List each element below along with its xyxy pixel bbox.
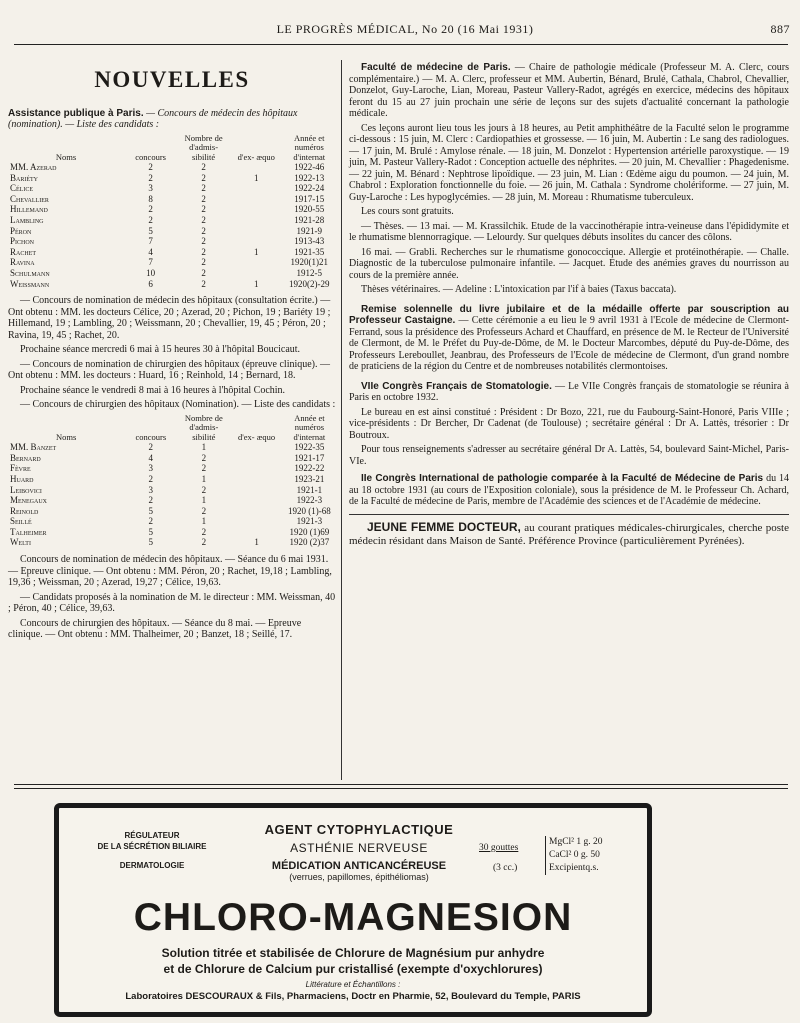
theses-16-mai: 16 mai. — Grabli. Recherches sur le rhumatisme gonococcique. Allergie et protéinothérapie. — Challe. Diagnostic de la tuberculose pulmonaire infantile. — Jacquet. Etude des anémies graves du nourrisson au cours de la première année. [349, 246, 789, 281]
faculte-programme: Ces leçons auront lieu tous les jours à 18 heures, au Petit amphithéâtre de la Faculté selon le programme ci-dessous : 15 juin, M. Clerc : Cardiopathies et grossesse. — 16 juin, M. Aubertin : Le sang des radiologues. — 17 juin, M. Brulé : Amylose rénale. — 18 juin, M. Donzelot : Hypertension artérielle paroxystique. — 19 juin, M. Pasteur Vallery-Radot : Conception actuelle des néphrites. — 20 juin, M. Chevallier : Phagedenisme. — 22 juin, M. Bénard : Nephtrose lipoïdique. — 23 juin, M. Lian : Œdème aigu du poumon. — 24 juin, M. Chabrol : Exploration fonctionnelle du foie. — 26 juin, M. Cathala : Syndrome cholériforme. — 27 juin, M. Guy-Laroche : Les hypoglycémies. — 28 juin, M. Moreau : Rhumatisme tuberculeux. [349, 122, 789, 203]
exaequo-count [230, 226, 282, 237]
annonce-heading: JEUNE FEMME DOCTEUR, [367, 519, 521, 534]
internat-year: 1920(2)-29 [288, 278, 330, 289]
admissibilite-count: 2 [201, 537, 207, 548]
table-row [8, 194, 336, 205]
ad-verrues: (verrues, papillomes, épithéliomas) [289, 872, 429, 882]
table-row [8, 485, 336, 496]
admissibilite-count: 1 [201, 516, 207, 527]
exaequo-count [230, 527, 283, 538]
running-header [20, 22, 790, 44]
internat-year: 1923-21 [294, 473, 325, 484]
theses-veterinaires: Thèses vétérinaires. — Adeline : L'intoxication par l'if à baies (Taxus baccata). [361, 284, 677, 295]
stomatologie-renseignements: Pour tous renseignements s'adresser au secrétaire général Dr A. Lattès, 54, boulevard Saint-Michel, Paris-VIe. [349, 444, 789, 467]
exaequo-count [230, 194, 282, 205]
admissibilite-count: 2 [201, 162, 206, 172]
concours-count: 4 [148, 452, 154, 463]
advertisement [54, 803, 652, 1017]
internat-year: 1922-13 [294, 172, 325, 183]
table-row [8, 279, 336, 290]
internat-year: 1921-1 [296, 484, 323, 495]
section-title: NOUVELLES [94, 67, 250, 92]
exaequo-count [230, 204, 282, 215]
admissibilite-count: 1 [201, 495, 207, 506]
table-row [8, 516, 336, 527]
concours-count: 3 [148, 183, 153, 194]
internat-year: 1920 (1)-68 [288, 505, 331, 516]
ad-cacl: CaCl² 0 g. 50 [549, 850, 600, 860]
candidate-name: Chevallier [10, 193, 49, 204]
admissibilite-count: 2 [201, 246, 206, 257]
prochaine-seance-2: Prochaine séance le vendredi 8 mai à 16 heures à l'hôpital Cochin. [20, 384, 286, 396]
table-row [8, 204, 336, 215]
exaequo-count [230, 474, 283, 485]
table-row [8, 257, 336, 268]
exaequo-count [230, 463, 283, 474]
admissibilite-count: 2 [201, 236, 206, 247]
ad-litterature: Littérature et Échantillons : [305, 980, 401, 989]
concours-count: 5 [148, 225, 153, 236]
admissibilite-count: 2 [201, 193, 206, 204]
admissibilite-count: 2 [201, 505, 207, 516]
exaequo-count [230, 183, 282, 194]
chirurgien-clinique: — Concours de nomination de chirurgien des hôpitaux (épreuve clinique). — Ont obtenu : MM. les docteurs : Huard, 16 ; Reinhold, 14 ; Bernard, 18. [8, 358, 331, 382]
candidate-name: Péron [10, 225, 32, 236]
exaequo-count [230, 516, 283, 527]
chirurgien-liste-intro: — Concours de chirurgien des hôpitaux (Nomination). — Liste des candidats : [20, 399, 336, 411]
internat-year: 1920 (2)37 [289, 537, 330, 548]
stomatologie-heading: VIIe Congrès Français de Stomatologie. [361, 380, 552, 392]
concours-count: 7 [148, 257, 153, 268]
exaequo-count [230, 453, 283, 464]
annonce-paragraph [349, 521, 789, 548]
candidate-name: Pichon [10, 236, 35, 247]
right-column [349, 62, 789, 551]
table-row [8, 268, 336, 279]
ad-formula [545, 836, 603, 875]
candidats-proposes: — Candidats proposés à la nomination de M. le directeur : MM. Weissman, 40 ; Péron, 40 ; Célice, 39,63. [8, 591, 336, 615]
header-rule [14, 44, 788, 45]
internat-year: 1917-15 [294, 193, 325, 204]
seance-8-mai: Concours de chirurgien des hôpitaux. — Séance du 8 mai. — Epreuve clinique. — Ont obtenu : MM. Thalheimer, 20 ; Banzet, 18 ; Seillé, 17. [8, 617, 302, 641]
concours-count: 3 [148, 463, 154, 474]
admissibilite-count: 2 [201, 526, 207, 537]
candidates-table-chirurgien [8, 414, 336, 548]
exaequo-count [230, 162, 282, 173]
table-row [8, 183, 336, 194]
candidate-name: Talheimer [10, 526, 47, 537]
admissibilite-count: 2 [201, 214, 206, 225]
concours-count: 4 [148, 246, 153, 257]
admissibilite-count: 1 [201, 442, 207, 453]
candidates-table-medecin [8, 134, 336, 290]
candidate-name: Lambling [10, 214, 44, 225]
exaequo-count [230, 442, 283, 453]
concours-count: 5 [148, 505, 154, 516]
admissibilite-count: 2 [201, 257, 206, 268]
concours-count: 7 [148, 236, 153, 247]
admissibilite-count: 2 [201, 463, 207, 474]
concours-count: 2 [148, 473, 154, 484]
exaequo-count: 1 [254, 278, 259, 289]
candidate-name: Schulmann [10, 267, 50, 278]
concours-count: 2 [148, 495, 154, 506]
admissibilite-count: 1 [201, 473, 207, 484]
table-row [8, 236, 336, 247]
stomatologie-bureau: Le bureau en est ainsi constitué : Président : Dr Bozo, 221, rue du Faubourg-Saint-Honoré, Paris VIIIe ; vice-présidents : Dr Bercher, Dr Cadenat (de Toulouse) ; secrétaire général : Dr A. Lattès, trésorier : Dr Boutroux. [349, 406, 789, 441]
col-noms: Noms [55, 151, 77, 162]
ad-left-line2: DE LA SÉCRÉTION BILIAIRE [97, 842, 207, 851]
candidate-name: Rachet [10, 246, 37, 257]
concours-count: 2 [148, 162, 153, 172]
internat-year: 1922-24 [294, 183, 325, 194]
consultation-ecrite: — Concours de nomination de médecin des hôpitaux (consultation écrite.) — Ont obtenu : MM. les docteurs Célice, 20 ; Azerad, 20 ; Pichon, 19 ; Bariéty 19 ; Hillemand, 19 ; Lambling, 20 ; Weissmann, 20 ; Chevallier, 19, 45 ; Péron, 20 ; Ravina, 19, 45 ; Rachet, 20. [8, 295, 331, 341]
internat-year: 1921-17 [294, 452, 325, 463]
exaequo-count [230, 236, 282, 247]
col-admissibilite: Nombre de d'admis- sibilité [184, 132, 223, 162]
faculte-heading: Faculté de médecine de Paris. [361, 62, 511, 73]
remise-paragraph [349, 304, 789, 373]
internat-year: 1920 (1)69 [289, 526, 330, 537]
exaequo-count [230, 257, 282, 268]
internat-year: 1921-3 [296, 516, 323, 527]
ad-solution-1: Solution titrée et stabilisée de Chlorure de Magnésium pur anhydre [161, 946, 545, 960]
ad-solution-2: et de Chlorure de Calcium pur cristallisé (exempte d'oxychlorures) [163, 962, 543, 976]
table-row [8, 226, 336, 237]
col-admissibilite: Nombre de d'admis- sibilité [184, 412, 223, 442]
remise-heading: Remise solennelle du livre jubilaire et de la médaille offerte par souscription au Professeur Castaigne. [349, 303, 789, 326]
candidate-name: MM. Azerad [10, 162, 57, 172]
admissibilite-count: 2 [201, 267, 206, 278]
candidate-name: Reinold [10, 505, 39, 516]
internat-year: 1921-28 [294, 214, 325, 225]
concours-count: 2 [148, 214, 153, 225]
candidate-name: Welti [10, 537, 31, 548]
table-row [8, 453, 336, 464]
exaequo-count [230, 506, 283, 517]
congres-paragraph [349, 473, 789, 508]
col-exaequo: d'ex- æquo [237, 151, 275, 162]
ad-center-block [209, 822, 509, 882]
candidate-name: Fèvre [10, 463, 31, 474]
congres-heading: IIe Congrès International de pathologie comparée à la Faculté de Médecine de Paris [361, 473, 764, 484]
internat-year: 1922-22 [294, 463, 325, 474]
internat-year: 1922-46 [294, 162, 325, 172]
ad-brand: CHLORO-MAGNESION [133, 896, 573, 939]
candidate-name: Bariéty [10, 172, 38, 183]
exaequo-count [230, 268, 282, 279]
table-header [8, 134, 336, 163]
table-row [8, 527, 336, 538]
admissibilite-count: 2 [201, 204, 206, 215]
assistance-paragraph [8, 108, 336, 131]
footer-rule [14, 784, 788, 785]
concours-count: 10 [146, 267, 156, 278]
exaequo-count [230, 495, 283, 506]
divider [349, 514, 789, 515]
concours-count: 2 [148, 172, 153, 183]
table-header [8, 414, 336, 443]
exaequo-count: 1 [254, 172, 259, 183]
admissibilite-count: 2 [201, 225, 206, 236]
table-row [8, 162, 336, 173]
table-row [8, 442, 336, 453]
ad-left-line1: RÉGULATEUR [124, 831, 180, 840]
ad-excipient: Excipientq.s. [549, 863, 599, 873]
concours-count: 2 [148, 204, 153, 215]
left-column [8, 62, 336, 644]
candidate-name: Bernard [10, 452, 41, 463]
concours-count: 2 [148, 516, 154, 527]
admissibilite-count: 2 [201, 452, 207, 463]
candidate-name: MM. Banzet [10, 442, 57, 453]
faculte-paragraph [349, 62, 789, 120]
concours-count: 8 [148, 193, 153, 204]
ad-cc: (3 cc.) [493, 863, 518, 873]
candidate-name: Menegaux [10, 495, 47, 506]
table-row [8, 495, 336, 506]
internat-year: 1920(1)21 [290, 257, 328, 268]
internat-year: 1920-55 [294, 204, 325, 215]
col-concours: concours [135, 431, 167, 442]
concours-count: 5 [148, 537, 154, 548]
cours-gratuits: Les cours sont gratuits. [361, 206, 454, 217]
table-row [8, 215, 336, 226]
footer-rule-2 [14, 788, 788, 789]
table-row [8, 173, 336, 184]
concours-count: 6 [148, 278, 153, 289]
internat-year: 1913-43 [294, 236, 325, 247]
remise-text: — Cette cérémonie a eu lieu le 9 avril 1931 à l'Ecole de médecine de Clermont-Ferrand, sous la présidence des Professeurs Achard et Chauffard, en présence de M. le Recteur de l'Université de Clermont, de M. le Préfet du Puy-de-Dôme, de M. le Docteur Marcombes, député du Puy-de-Dôme, des Professeurs Lereboullet, Jeanbrau, des Professeurs de l'Ecole de médecine de Clermont, d'un grand nombre de praticiens de la région du Centre et de nombreuses notabilités clermontoises. [349, 315, 789, 372]
candidate-name: Weissmann [10, 278, 50, 289]
stomatologie-text: — Le VIIe Congrès français de stomatologie se réunira à Paris en octobre 1932. [349, 380, 789, 403]
internat-year: 1921-35 [294, 246, 325, 257]
table-row [8, 537, 336, 548]
journal-title: LE PROGRÈS MÉDICAL, No 20 (16 Mai 1931) [276, 22, 534, 36]
assistance-lead: — Concours de médecin des hôpitaux (nomination). — Liste des candidats : [8, 107, 298, 130]
seance-6-mai: Concours de nomination de médecin des hôpitaux. — Séance du 6 mai 1931. — Epreuve clinique. — Ont obtenu : MM. Péron, 20 ; Rachet, 19,18 ; Lambling, 19,36 ; Weissman, 20 ; Azerad, 19,27 ; Célice, 19,63. [8, 554, 332, 589]
concours-count: 3 [148, 484, 154, 495]
admissibilite-count: 2 [201, 172, 206, 183]
candidate-name: Huard [10, 473, 34, 484]
internat-year: 1912-5 [296, 267, 322, 278]
exaequo-count [230, 215, 282, 226]
table-row [8, 463, 336, 474]
congres-text: du 14 au 18 octobre 1931 (au cours de l'Exposition coloniale), sous la présidence de M. le Professeur Ch. Achard, de la Faculté de médecine de Paris, membre de l'Académie des sciences et de l'Académie de médecine. [349, 473, 790, 507]
candidate-name: Hillemand [10, 204, 48, 215]
candidate-name: Seillé [10, 516, 32, 527]
admissibilite-count: 2 [201, 183, 206, 194]
faculte-text: — Chaire de pathologie médicale (Professeur M. A. Clerc, cours complémentaire.) — M. A. Clerc, professeur et MM. Aubertin, Bénard, Brulé, Cathala, Chabrol, Chevallier, Donzelot, Guy-Laroche, Lian, Moreau, Pasteur Vallery-Radot, agrégés en exercice, médecins des hôpitaux feront du 15 au 27 juin prochain une série de leçons sur des sujets d'actualité concernant la pathologie médicale. [349, 62, 789, 119]
table-row [8, 474, 336, 485]
exaequo-count [230, 485, 283, 496]
prochaine-seance-1: Prochaine séance mercredi 6 mai à 15 heures 30 à l'hôpital Boucicaut. [20, 344, 301, 356]
table-row [8, 506, 336, 517]
annonce-text: au courant pratiques médicales-chirurgicales, cherche poste médecin résidant dans Maison de Santé. Préférence Province (particulièrement Pyrénées). [349, 521, 789, 547]
ad-mgcl: MgCl² 1 g. 20 [549, 837, 603, 847]
internat-year: 1922-3 [296, 495, 323, 506]
col-noms: Noms [55, 431, 77, 442]
ad-asthenie: ASTHÉNIE NERVEUSE [290, 841, 428, 855]
admissibilite-count: 2 [201, 278, 206, 289]
ad-medication: MÉDICATION ANTICANCÉREUSE [271, 860, 447, 872]
admissibilite-count: 2 [201, 484, 207, 495]
ad-agent: AGENT CYTOPHYLACTIQUE [264, 822, 454, 837]
exaequo-count: 1 [254, 537, 259, 548]
candidate-name: Célice [10, 183, 33, 194]
exaequo-count: 1 [254, 246, 259, 257]
internat-year: 1921-9 [296, 225, 322, 236]
concours-count: 5 [148, 526, 154, 537]
col-annee: Année et numéros d'internat [293, 132, 326, 162]
candidate-name: Leibovici [10, 484, 42, 495]
ad-laboratoires: Laboratoires DESCOURAUX & Fils, Pharmaciens, Doctr en Pharmie, 52, Boulevard du Temple, PARIS [125, 991, 581, 1002]
table-row [8, 247, 336, 258]
page-number: 887 [770, 22, 790, 36]
internat-year: 1922-35 [294, 442, 325, 453]
candidate-name: Ravina [10, 257, 35, 268]
assistance-heading: Assistance publique à Paris. [8, 107, 144, 119]
concours-count: 2 [148, 442, 154, 453]
ad-left-line3: DERMATOLOGIE [119, 861, 185, 870]
column-divider [341, 60, 342, 780]
col-annee: Année et numéros d'internat [293, 412, 326, 442]
stomatologie-paragraph [349, 381, 789, 404]
ad-gouttes: 30 gouttes [479, 843, 519, 853]
theses-13-mai: — Thèses. — 13 mai. — M. Krassilchik. Etude de la vaccinothérapie intra-veineuse dans l'épididymite et le rhumatisme blennorragique. — Lelourdy. Sur quelques débuts insolites du cancer des côlons. [349, 220, 789, 243]
col-exaequo: d'ex- æquo [237, 431, 276, 442]
col-concours: concours [135, 151, 166, 162]
